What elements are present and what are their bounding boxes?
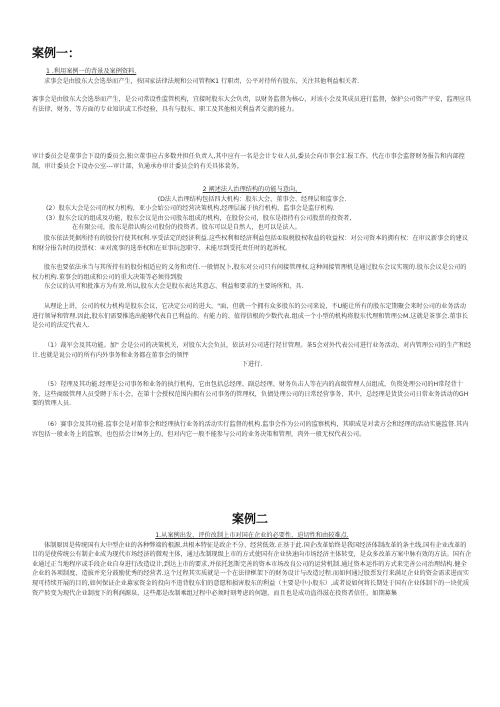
case1-body	[32, 420, 472, 439]
case2-section1	[32, 531, 472, 598]
case1-paragraph: 审计委员会是董事会下设的委员会,独立董事应占多数并担任负责人,其中应有一名是会计专业人员,委员会向市事会汇报工作，代在市事会监督财务报告和内部控制，审计委员会下设办公室---审计部，负通承办审计委员会的有关具体裴务。	[32, 153, 465, 170]
case1-paragraph: （6）赛事会及其功能.监事会是对董事会和经理执行业务的活动实行监督的机构.监事会作为公司的监察机构，其职成是对裴方会和经理的活动实施监督.其内容包括一般业务上的监察，也包括会计M务上的，但对内它一般不能参与公司的业务决策和管理，肉外一般无权代表公司。	[32, 421, 469, 438]
case1-list-item: 在有限公司，股东是指认购公司股份的投资者。股东可以是自然人，也可以是法人。	[72, 224, 301, 232]
case1-title: 案例一：	[32, 46, 81, 60]
case1-paragraph: 赛事会是由股东大会选举而产生，是公司常设性监管机构，宜接时股东大会负责，以财务监督为核心，对该小会及其成员进行监督，保护公司资产平安，监理应具有法律、财务、等方面的专业知识或工作经验，具有与股东、职工及其他相关利益者交流的能力。	[32, 96, 472, 113]
case1-body	[32, 234, 472, 253]
case2-paragraph: 体制原因是传统国有大中型企业的各种弊端的根源,共根本特征是政企不分、经营低效.正基于此.国企改革始终是我国经济体制改革的条主线,国有企业改革的目的是使传统公有制企业成为现代市场经济的微观主体，通过改制现级上市的方式使国有企业快速向市场经济主体转变，是众多改革方案中脉有效的方法。国有企业通过正当地程序或手段企业自身进行改造设计,到达上市的要求,并依托惩斯完善的资本市场改良公司的运营机制.通过资本运作的方式来完善公司治理结构.健全企业的各项制度、造拔并充分鼓励优秀的经营者.这个过程其实质就是一个在法律框架下的财务设计与改造过程.而如何通过股票发行来满足企业的资金需求进而实现可持续开展的目的,如何保证企业募家资金的投向不违背股东们的意愿和损害股东的利益（主要是中小股东）,或者说如何将长期处于国有企业体制下的一块优质资产转变为现代企业制度下的利润源泉，这些都是改制乘组过程中必须时刻考虑的何题，而且也是成功盗得滋在投资者信任，如期募集	[32, 541, 472, 597]
case1-paragraph: 下进行.	[241, 361, 263, 369]
case1-paragraph: （5）羟理及其功能.经理是公司事务和业务的执行机构，它由包括总经理、副总经理、财务负击人等在内的高级管理人员组成，负资处理公司的H常羟背十务，这些商级管理人员受聘于东小会，在第十会授权范围内拥有公司事务的管理权，负债处理公司的日常经营事务，其中，总经理是货货公司日常业务活动的GH要的管理人员.	[32, 381, 469, 408]
case1-paragraph: 股东也要依法承当与其所持有的股份相适应的义务和责任.一般情况卜,股东对公司只有间接管理权.这种间接管理机是通过股东会议实现的.股东会议是公司的权力机构.董事会的组成和公司的重大决策等必须得到股	[32, 264, 467, 281]
case1-section1-cont	[32, 95, 472, 114]
case1-paragraph: 东会议的认可和批准方为有效.所以,股东大会是股东表达其意志、利益和要求的主要场所和，具.	[44, 283, 304, 291]
case2-sec1-heading: 1.从案例出发、评价改制上市对国在企业的必要性、迫切性和由较难点.	[155, 532, 349, 539]
case2-title: 案例二	[231, 512, 268, 526]
case1-body	[32, 341, 472, 370]
case1-paragraph: （1）裁军会及其功能。加" 会是公司的决策机关，对股东大会负员，依法对公司进行羟甘管理。茶5会对外代表公司进行业务活动，对内管理公司的生产和经计.也就是说公司的所有内外事务和业务都在董事会的领怦	[32, 342, 472, 359]
case1-list-item: (D法人治理结构包括四大机构：股东大会、董事会、经理层和监事会.	[157, 195, 347, 203]
case1-section1	[32, 67, 472, 86]
case1-list-item: (2）股东大会是公司的权力机构，亚小会始公司的经营决策机构,经理层属于执行机构，监事会是监仔机构.	[46, 205, 335, 213]
case1-sec2-heading: 2 阐述法人治理结构的功能与意向，	[202, 186, 302, 193]
case1-paragraph: 求事会是由股东大会选举而产生，按国家法律法规和公司管程K1 行职责，公平对待所有股东，关注其他利益相关者.	[44, 77, 360, 85]
case1-paragraph: 股东依法凭据所持有的股份行使其权利.享受法定的经济利益.这些权利和经济利益包括①取税股权收益的收益权：对公司资本的拥有权：在审议新事会的建议和财分报告时的投票权：④对流事的选举权和在亚事玩忽职守、未能尽到受托责任时的起诉权。	[32, 235, 469, 252]
case1-paragraph: 从理论上讲，公司的权力机构是股东会议，它决定公司的进大，"面，但就一个拥有众多股东的公司来说，不U能让所有的股东定期聚会来时公司的业务活动进行领导和管理.因此,股东们需要推选出能够代表自已利益的、有能力的、值得信根的少数代表.组成一个小型的机构将股东代理和管理公M.这就是茶事会.董事长是公司的法定代表人.	[32, 303, 468, 330]
case1-body	[32, 302, 472, 331]
case1-list-item: (3）股东会议的组成及功能，股东会议是由公司股东组成的机构，在股份公司，股东是指持有公司股票的投资者,	[46, 214, 352, 222]
case1-body	[32, 380, 472, 409]
case1-section2	[32, 185, 472, 233]
case1-section1-cont	[32, 152, 472, 171]
case1-sec1-heading: 1 .利用案例一的背景及案例资料.	[46, 68, 137, 75]
case1-body	[32, 263, 472, 292]
